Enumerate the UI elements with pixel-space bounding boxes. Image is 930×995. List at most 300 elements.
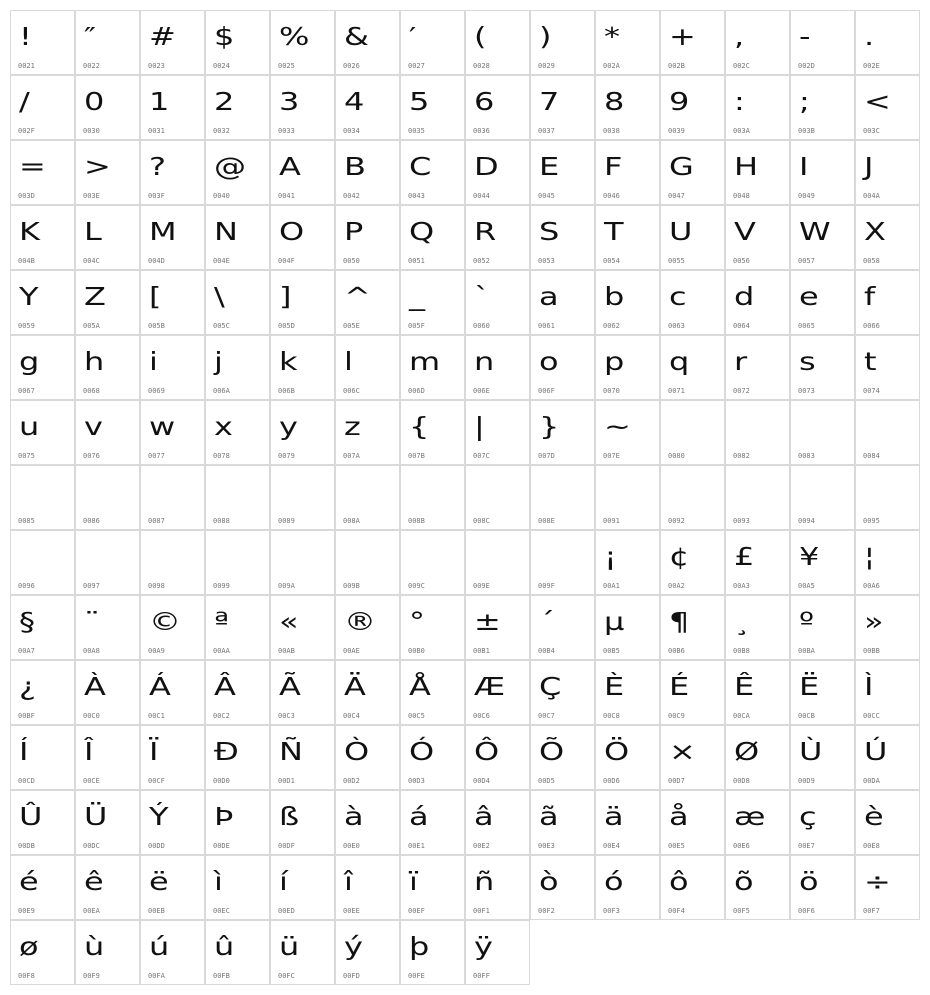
glyph-cell[interactable] (335, 660, 400, 725)
glyph-cell[interactable] (10, 530, 75, 595)
glyph-cell[interactable] (660, 400, 725, 465)
glyph-cell[interactable] (790, 270, 855, 335)
glyph-cell[interactable] (75, 205, 140, 270)
glyph-cell[interactable] (335, 465, 400, 530)
glyph-char: ^ (344, 282, 371, 311)
glyph-cell[interactable] (140, 270, 205, 335)
glyph-cell[interactable] (140, 530, 205, 595)
glyph-codepoint: 0096 (18, 582, 35, 590)
glyph-cell[interactable] (400, 530, 465, 595)
glyph-cell[interactable] (530, 790, 595, 855)
glyph-cell[interactable] (400, 660, 465, 725)
glyph-cell[interactable] (270, 725, 335, 790)
glyph-cell[interactable] (855, 855, 920, 920)
glyph-cell[interactable] (530, 140, 595, 205)
glyph-cell[interactable] (335, 920, 400, 985)
glyph-codepoint: 004F (278, 257, 295, 265)
glyph-codepoint: 00E0 (343, 842, 360, 850)
glyph-cell[interactable] (595, 75, 660, 140)
glyph-cell[interactable] (10, 920, 75, 985)
glyph-codepoint: 0071 (668, 387, 685, 395)
glyph-cell[interactable] (660, 595, 725, 660)
glyph-codepoint: 0044 (473, 192, 490, 200)
glyph-cell[interactable] (790, 75, 855, 140)
glyph-codepoint: 00CA (733, 712, 750, 720)
glyph-cell[interactable] (75, 725, 140, 790)
glyph-cell[interactable] (465, 10, 530, 75)
glyph-char: ö (799, 867, 819, 896)
glyph-char: ò (539, 867, 559, 896)
glyph-cell[interactable] (270, 660, 335, 725)
glyph-cell[interactable] (855, 205, 920, 270)
glyph-cell[interactable] (855, 270, 920, 335)
glyph-cell[interactable] (725, 790, 790, 855)
glyph-cell[interactable] (140, 205, 205, 270)
glyph-char: g (19, 347, 40, 376)
glyph-cell[interactable] (855, 725, 920, 790)
glyph-cell[interactable] (335, 790, 400, 855)
glyph-cell[interactable] (270, 530, 335, 595)
glyph-cell[interactable] (855, 465, 920, 530)
glyph-cell[interactable] (10, 725, 75, 790)
glyph-codepoint: 0094 (798, 517, 815, 525)
glyph-cell[interactable] (465, 595, 530, 660)
glyph-cell[interactable] (140, 140, 205, 205)
glyph-cell[interactable] (595, 660, 660, 725)
glyph-cell[interactable] (335, 140, 400, 205)
glyph-cell[interactable] (660, 660, 725, 725)
glyph-codepoint: 0031 (148, 127, 165, 135)
glyph-cell[interactable] (530, 660, 595, 725)
glyph-cell[interactable] (75, 335, 140, 400)
glyph-cell[interactable] (660, 335, 725, 400)
glyph-cell[interactable] (855, 595, 920, 660)
glyph-cell[interactable] (660, 10, 725, 75)
glyph-codepoint: 0054 (603, 257, 620, 265)
glyph-cell[interactable] (530, 400, 595, 465)
glyph-cell[interactable] (790, 660, 855, 725)
glyph-cell[interactable] (595, 855, 660, 920)
glyph-codepoint: 0065 (798, 322, 815, 330)
glyph-cell[interactable] (400, 205, 465, 270)
glyph-codepoint: 00A8 (83, 647, 100, 655)
glyph-cell[interactable] (790, 140, 855, 205)
glyph-cell[interactable] (595, 10, 660, 75)
glyph-codepoint: 00BB (863, 647, 880, 655)
glyph-cell[interactable] (595, 270, 660, 335)
glyph-codepoint: 0061 (538, 322, 555, 330)
glyph-codepoint: 00B1 (473, 647, 490, 655)
glyph-codepoint: 007A (343, 452, 360, 460)
glyph-cell[interactable] (205, 400, 270, 465)
glyph-cell[interactable] (790, 335, 855, 400)
glyph-cell[interactable] (595, 400, 660, 465)
glyph-cell[interactable] (140, 10, 205, 75)
glyph-cell[interactable] (855, 335, 920, 400)
glyph-cell[interactable] (400, 335, 465, 400)
glyph-cell[interactable] (400, 855, 465, 920)
glyph-cell[interactable] (790, 10, 855, 75)
glyph-codepoint: 0047 (668, 192, 685, 200)
glyph-codepoint: 002A (603, 62, 620, 70)
glyph-char: ¶ (669, 607, 690, 636)
glyph-cell[interactable] (10, 790, 75, 855)
glyph-char: v (84, 412, 103, 441)
glyph-cell[interactable] (595, 595, 660, 660)
glyph-codepoint: 004A (863, 192, 880, 200)
glyph-cell[interactable] (465, 530, 530, 595)
glyph-cell[interactable] (465, 920, 530, 985)
glyph-cell[interactable] (725, 335, 790, 400)
glyph-codepoint: 00D6 (603, 777, 620, 785)
glyph-cell[interactable] (790, 790, 855, 855)
glyph-cell[interactable] (10, 400, 75, 465)
glyph-char: X (864, 217, 886, 246)
glyph-cell[interactable] (205, 595, 270, 660)
glyph-char: k (279, 347, 298, 376)
glyph-cell[interactable] (465, 270, 530, 335)
glyph-cell[interactable] (595, 465, 660, 530)
glyph-codepoint: 0080 (668, 452, 685, 460)
glyph-cell[interactable] (790, 595, 855, 660)
glyph-char: = (19, 152, 46, 181)
glyph-codepoint: 00DD (148, 842, 165, 850)
glyph-codepoint: 0042 (343, 192, 360, 200)
glyph-cell[interactable] (790, 205, 855, 270)
glyph-codepoint: 003B (798, 127, 815, 135)
glyph-codepoint: 008C (473, 517, 490, 525)
glyph-cell[interactable] (140, 465, 205, 530)
glyph-cell[interactable] (75, 140, 140, 205)
glyph-cell[interactable] (205, 205, 270, 270)
glyph-codepoint: 00F6 (798, 907, 815, 915)
glyph-cell[interactable] (855, 660, 920, 725)
glyph-cell[interactable] (595, 725, 660, 790)
glyph-cell[interactable] (75, 595, 140, 660)
glyph-cell[interactable] (595, 790, 660, 855)
glyph-cell[interactable] (725, 530, 790, 595)
glyph-cell[interactable] (790, 400, 855, 465)
glyph-cell[interactable] (400, 270, 465, 335)
glyph-cell[interactable] (725, 595, 790, 660)
glyph-cell[interactable] (400, 465, 465, 530)
glyph-cell[interactable] (400, 725, 465, 790)
glyph-cell[interactable] (725, 725, 790, 790)
glyph-cell[interactable] (335, 270, 400, 335)
glyph-cell[interactable] (465, 75, 530, 140)
glyph-char: & (344, 22, 369, 51)
glyph-cell[interactable] (400, 920, 465, 985)
glyph-cell[interactable] (530, 75, 595, 140)
glyph-cell[interactable] (10, 205, 75, 270)
glyph-char: . (864, 22, 875, 51)
glyph-cell[interactable] (10, 855, 75, 920)
glyph-codepoint: 0030 (83, 127, 100, 135)
glyph-cell[interactable] (10, 270, 75, 335)
glyph-cell[interactable] (205, 465, 270, 530)
glyph-char: H (734, 152, 759, 181)
glyph-cell[interactable] (400, 595, 465, 660)
glyph-cell[interactable] (660, 790, 725, 855)
glyph-codepoint: 00F5 (733, 907, 750, 915)
glyph-cell[interactable] (205, 725, 270, 790)
glyph-cell[interactable] (140, 855, 205, 920)
glyph-cell[interactable] (465, 205, 530, 270)
glyph-cell[interactable] (10, 75, 75, 140)
glyph-cell[interactable] (855, 530, 920, 595)
glyph-cell[interactable] (335, 205, 400, 270)
glyph-cell[interactable] (595, 335, 660, 400)
glyph-char: ç (799, 802, 817, 831)
glyph-cell[interactable] (400, 75, 465, 140)
glyph-cell[interactable] (270, 400, 335, 465)
glyph-cell[interactable] (270, 140, 335, 205)
glyph-cell[interactable] (335, 595, 400, 660)
glyph-cell[interactable] (660, 465, 725, 530)
glyph-cell[interactable] (400, 400, 465, 465)
glyph-codepoint: 0055 (668, 257, 685, 265)
glyph-cell[interactable] (140, 335, 205, 400)
glyph-cell[interactable] (530, 465, 595, 530)
glyph-char: Ó (409, 737, 435, 766)
glyph-char: W (799, 217, 831, 246)
glyph-cell[interactable] (725, 270, 790, 335)
glyph-codepoint: 0075 (18, 452, 35, 460)
glyph-cell[interactable] (140, 660, 205, 725)
glyph-cell[interactable] (75, 465, 140, 530)
glyph-cell[interactable] (855, 400, 920, 465)
glyph-codepoint: 0077 (148, 452, 165, 460)
glyph-char: ¿ (19, 672, 36, 701)
glyph-codepoint: 009A (278, 582, 295, 590)
glyph-cell[interactable] (660, 725, 725, 790)
glyph-cell[interactable] (855, 140, 920, 205)
glyph-cell[interactable] (205, 335, 270, 400)
glyph-cell[interactable] (530, 270, 595, 335)
glyph-cell[interactable] (75, 855, 140, 920)
glyph-cell[interactable] (205, 75, 270, 140)
glyph-codepoint: 0028 (473, 62, 490, 70)
glyph-char: 7 (539, 87, 560, 116)
glyph-cell[interactable] (10, 140, 75, 205)
glyph-cell[interactable] (530, 530, 595, 595)
glyph-codepoint: 00C3 (278, 712, 295, 720)
glyph-cell[interactable] (335, 75, 400, 140)
glyph-cell[interactable] (75, 75, 140, 140)
glyph-codepoint: 00DF (278, 842, 295, 850)
glyph-codepoint: 006E (473, 387, 490, 395)
glyph-char: 9 (669, 87, 690, 116)
glyph-cell[interactable] (400, 790, 465, 855)
glyph-char: - (799, 22, 811, 51)
glyph-cell[interactable] (270, 465, 335, 530)
glyph-cell[interactable] (270, 595, 335, 660)
glyph-cell[interactable] (530, 205, 595, 270)
glyph-char: Ü (84, 802, 108, 831)
glyph-codepoint: 00CF (148, 777, 165, 785)
glyph-cell[interactable] (205, 855, 270, 920)
glyph-cell[interactable] (270, 920, 335, 985)
glyph-cell[interactable] (660, 75, 725, 140)
glyph-codepoint: 00FD (343, 972, 360, 980)
glyph-cell[interactable] (465, 400, 530, 465)
glyph-cell[interactable] (335, 725, 400, 790)
glyph-cell[interactable] (725, 10, 790, 75)
glyph-cell[interactable] (855, 790, 920, 855)
glyph-codepoint: 00F7 (863, 907, 880, 915)
glyph-cell[interactable] (335, 10, 400, 75)
glyph-cell[interactable] (790, 465, 855, 530)
glyph-cell[interactable] (140, 790, 205, 855)
glyph-cell[interactable] (270, 855, 335, 920)
glyph-cell[interactable] (270, 270, 335, 335)
glyph-cell[interactable] (595, 530, 660, 595)
glyph-cell[interactable] (530, 10, 595, 75)
glyph-codepoint: 005B (148, 322, 165, 330)
glyph-cell[interactable] (205, 530, 270, 595)
glyph-cell[interactable] (75, 920, 140, 985)
glyph-cell[interactable] (465, 335, 530, 400)
glyph-cell[interactable] (140, 595, 205, 660)
glyph-cell[interactable] (725, 75, 790, 140)
glyph-cell[interactable] (75, 10, 140, 75)
glyph-cell[interactable] (75, 790, 140, 855)
glyph-codepoint: 0049 (798, 192, 815, 200)
glyph-cell[interactable] (465, 660, 530, 725)
glyph-cell[interactable] (595, 205, 660, 270)
glyph-char: < (864, 87, 891, 116)
glyph-cell[interactable] (10, 465, 75, 530)
glyph-cell[interactable] (530, 335, 595, 400)
glyph-cell[interactable] (660, 140, 725, 205)
glyph-cell[interactable] (205, 660, 270, 725)
glyph-cell[interactable] (140, 75, 205, 140)
glyph-cell[interactable] (725, 400, 790, 465)
glyph-cell[interactable] (400, 140, 465, 205)
glyph-cell[interactable] (270, 335, 335, 400)
glyph-cell[interactable] (205, 10, 270, 75)
glyph-cell[interactable] (335, 335, 400, 400)
glyph-cell[interactable] (465, 790, 530, 855)
glyph-codepoint: 003E (83, 192, 100, 200)
glyph-codepoint: 002E (863, 62, 880, 70)
glyph-codepoint: 0097 (83, 582, 100, 590)
glyph-char: ª (214, 607, 230, 636)
glyph-cell[interactable] (465, 855, 530, 920)
glyph-cell[interactable] (790, 855, 855, 920)
glyph-char: Å (409, 672, 431, 701)
glyph-cell[interactable] (205, 790, 270, 855)
glyph-cell[interactable] (725, 855, 790, 920)
glyph-cell[interactable] (530, 725, 595, 790)
glyph-char: õ (734, 867, 754, 896)
glyph-char: I (799, 152, 809, 181)
glyph-char: E (539, 152, 560, 181)
glyph-cell[interactable] (660, 530, 725, 595)
glyph-cell[interactable] (725, 205, 790, 270)
glyph-codepoint: 0032 (213, 127, 230, 135)
glyph-char: d (734, 282, 755, 311)
glyph-char: N (214, 217, 238, 246)
glyph-cell[interactable] (335, 855, 400, 920)
glyph-cell[interactable] (660, 205, 725, 270)
glyph-cell[interactable] (335, 400, 400, 465)
glyph-cell[interactable] (335, 530, 400, 595)
glyph-codepoint: 0060 (473, 322, 490, 330)
glyph-cell[interactable] (205, 140, 270, 205)
glyph-codepoint: 00E2 (473, 842, 490, 850)
glyph-cell[interactable] (660, 855, 725, 920)
glyph-cell[interactable] (790, 725, 855, 790)
glyph-codepoint: 0037 (538, 127, 555, 135)
glyph-codepoint: 00FA (148, 972, 165, 980)
glyph-cell[interactable] (855, 10, 920, 75)
glyph-cell[interactable] (465, 725, 530, 790)
glyph-codepoint: 00E7 (798, 842, 815, 850)
glyph-cell[interactable] (270, 790, 335, 855)
glyph-cell[interactable] (855, 75, 920, 140)
glyph-codepoint: 0072 (733, 387, 750, 395)
glyph-cell[interactable] (725, 140, 790, 205)
glyph-cell[interactable] (10, 10, 75, 75)
glyph-cell[interactable] (790, 530, 855, 595)
glyph-cell[interactable] (595, 140, 660, 205)
glyph-cell[interactable] (140, 725, 205, 790)
glyph-cell[interactable] (660, 270, 725, 335)
glyph-cell[interactable] (75, 660, 140, 725)
glyph-char: D (474, 152, 499, 181)
glyph-cell[interactable] (205, 920, 270, 985)
glyph-char: K (19, 217, 40, 246)
glyph-codepoint: 002C (733, 62, 750, 70)
glyph-cell[interactable] (725, 465, 790, 530)
glyph-cell[interactable] (10, 660, 75, 725)
glyph-char: C (409, 152, 432, 181)
glyph-codepoint: 00CB (798, 712, 815, 720)
glyph-char: # (149, 22, 176, 51)
glyph-cell[interactable] (465, 465, 530, 530)
glyph-cell[interactable] (400, 10, 465, 75)
glyph-cell[interactable] (465, 140, 530, 205)
glyph-cell[interactable] (75, 270, 140, 335)
glyph-cell[interactable] (10, 335, 75, 400)
glyph-char: â (474, 802, 494, 831)
glyph-cell[interactable] (530, 855, 595, 920)
glyph-cell[interactable] (725, 660, 790, 725)
glyph-char: À (84, 672, 106, 701)
glyph-cell[interactable] (530, 595, 595, 660)
glyph-char: ã (539, 802, 559, 831)
glyph-cell[interactable] (205, 270, 270, 335)
glyph-cell[interactable] (140, 920, 205, 985)
glyph-char: h (84, 347, 105, 376)
glyph-cell[interactable] (270, 75, 335, 140)
glyph-cell[interactable] (270, 205, 335, 270)
glyph-cell[interactable] (75, 530, 140, 595)
glyph-codepoint: 00E3 (538, 842, 555, 850)
glyph-codepoint: 00A2 (668, 582, 685, 590)
glyph-codepoint: 002F (18, 127, 35, 135)
glyph-cell[interactable] (10, 595, 75, 660)
glyph-codepoint: 008A (343, 517, 360, 525)
glyph-char: @ (214, 152, 246, 181)
glyph-char: 1 (149, 87, 170, 116)
glyph-cell[interactable] (270, 10, 335, 75)
glyph-cell[interactable] (75, 400, 140, 465)
glyph-codepoint: 0024 (213, 62, 230, 70)
glyph-codepoint: 00A3 (733, 582, 750, 590)
glyph-cell[interactable] (140, 400, 205, 465)
